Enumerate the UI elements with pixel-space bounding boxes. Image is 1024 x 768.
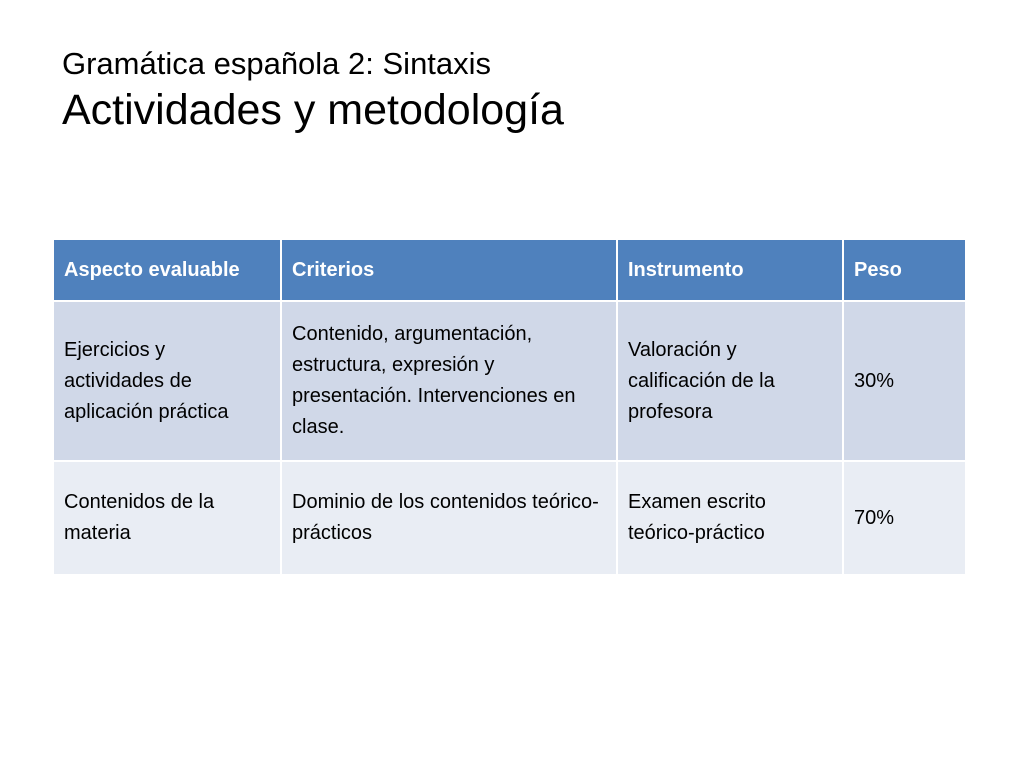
slide-subtitle: Gramática española 2: Sintaxis [62,46,492,81]
cell-criterios: Dominio de los contenidos teórico-prácticos [281,461,617,575]
cell-instrumento: Valoración y calificación de la profesora [617,301,843,461]
header-criterios: Criterios [281,239,617,301]
cell-aspecto: Ejercicios y actividades de aplicación práctica [53,301,281,461]
header-row [53,239,966,301]
header-peso: Peso [843,239,966,301]
slide-title: Actividades y metodología [62,86,564,134]
cell-aspecto: Contenidos de la materia [53,461,281,575]
header-instrumento: Instrumento [617,239,843,301]
table-row [53,301,966,461]
cell-peso: 70% [843,461,966,575]
header-aspecto: Aspecto evaluable [53,239,281,301]
cell-criterios: Contenido, argumentación, estructura, expresión y presentación. Intervenciones en clase. [281,301,617,461]
title-block [62,44,962,136]
table-header [53,239,966,301]
evaluation-table [52,238,967,576]
evaluation-table-wrapper [52,238,965,576]
cell-instrumento: Examen escrito teórico-práctico [617,461,843,575]
cell-peso: 30% [843,301,966,461]
table-body [53,301,966,575]
table-row [53,461,966,575]
